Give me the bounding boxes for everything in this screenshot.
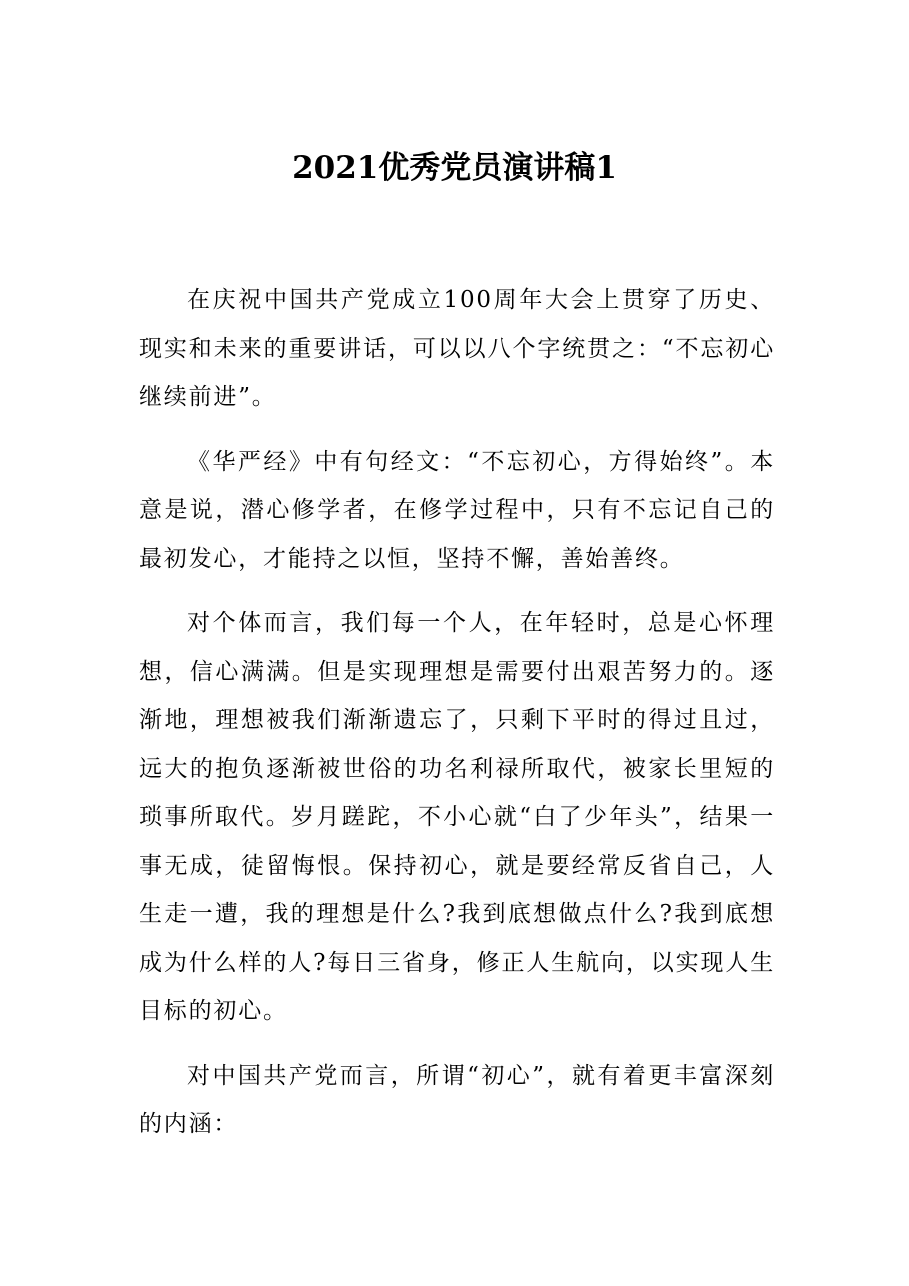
paragraph-3: 对个体而言，我们每一个人，在年轻时，总是心怀理想，信心满满。但是实现理想是需要付出艰苦努力的。逐渐地，理想被我们渐渐遗忘了，只剩下平时的得过且过，远大的抱负逐渐被世俗的功名利禄所取代，被家长里短的琐事所取代。岁月蹉跎，不小心就“白了少年头”，结果一事无成，徒留悔恨。保持初心，就是要经常反省自己，人生走一遭，我的理想是什么?我到底想做点什么?我到底想成为什么样的人?每日三省身，修正人生航向，以实现人生目标的初心。 <box>139 610 775 1024</box>
document-title: 2021优秀党员演讲稿1 <box>292 150 617 186</box>
paragraph-2: 《华严经》中有句经文：“不忘初心，方得始终”。本意是说，潜心修学者，在修学过程中，只有不忘记自己的最初发心，才能持之以恒，坚持不懈，善始善终。 <box>139 448 775 572</box>
paragraph-4: 对中国共产党而言，所谓“初心”，就有着更丰富深刻的内涵： <box>139 1062 775 1137</box>
paragraph-1: 在庆祝中国共产党成立100周年大会上贯穿了历史、现实和未来的重要讲话，可以以八个字统贯之：“不忘初心继续前进”。 <box>139 287 775 410</box>
document-body <box>139 276 775 1165</box>
